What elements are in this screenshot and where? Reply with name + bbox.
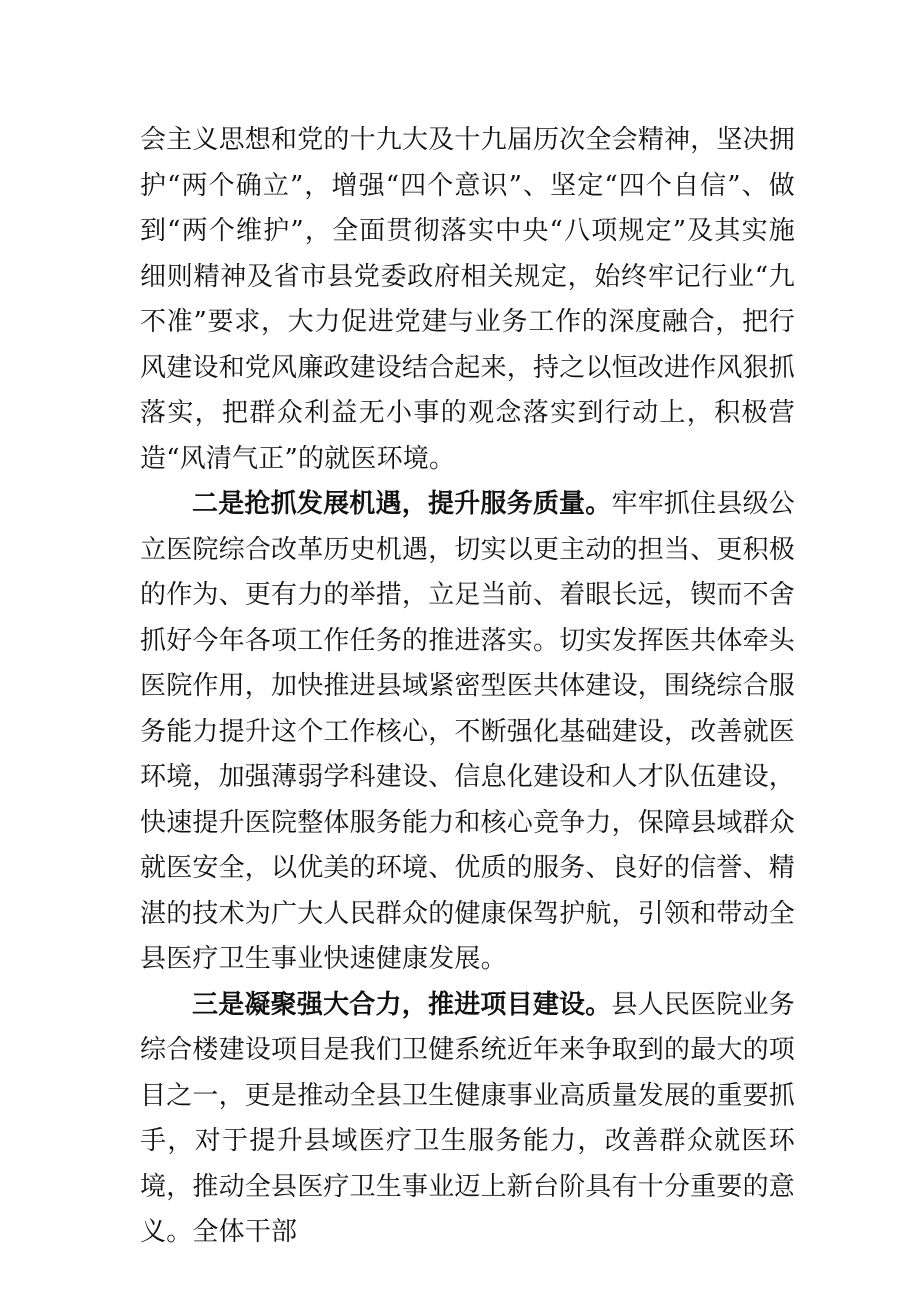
paragraph-continuation (140, 118, 795, 482)
paragraph-project-construction (140, 983, 795, 1256)
paragraph-text: 会主义思想和党的十九大及十九届历次全会精神，坚决拥护“两个确立”，增强“四个意识”、坚定“四个自信”、做到“两个维护”，全面贯彻落实中央“八项规定”及其实施细则精神及省市县党委政府相关规定，始终牢记行业“九不准”要求，大力促进党建与业务工作的深度融合，把行风建设和党风廉政建设结合起来，持之以恒改进作风狠抓落实，把群众利益无小事的观念落实到行动上，积极营造“风清气正”的就医环境。 (140, 125, 796, 474)
paragraph-text: 县人民医院业务综合楼建设项目是我们卫健系统近年来争取到的最大的项目之一，更是推动全县卫生健康事业高质量发展的重要抓手，对于提升县域医疗卫生服务能力，改善群众就医环境，推动全县医疗卫生事业迈上新台阶具有十分重要的意义。全体干部 (140, 989, 796, 1247)
paragraph-service-quality (140, 482, 795, 983)
paragraph-lead: 二是抢抓发展机遇，提升服务质量。 (192, 489, 612, 519)
paragraph-text: 牢牢抓住县级公立医院综合改革历史机遇，切实以更主动的担当、更积极的作为、更有力的举措，立足当前、着眼长远，锲而不舍抓好今年各项工作任务的推进落实。切实发挥医共体牵头医院作用，加快推进县域紧密型医共体建设，围绕综合服务能力提升这个工作核心，不断强化基础建设，改善就医环境，加强薄弱学科建设、信息化建设和人才队伍建设，快速提升医院整体服务能力和核心竞争力，保障县域群众就医安全，以优美的环境、优质的服务、良好的信誉、精湛的技术为广大人民群众的健康保驾护航，引领和带动全县医疗卫生事业快速健康发展。 (140, 489, 796, 974)
paragraph-lead: 三是凝聚强大合力，推进项目建设。 (192, 989, 612, 1020)
body-text (140, 118, 795, 1256)
